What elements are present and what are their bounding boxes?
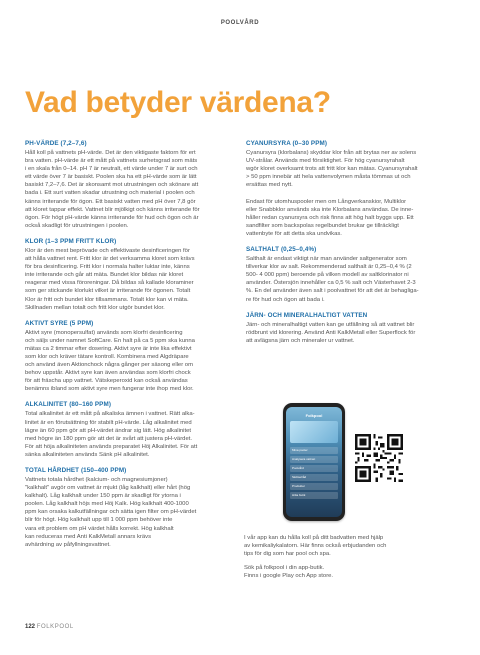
pool-photo <box>290 421 338 443</box>
alkalinitet-text: Total alkalinitet är ett mått på alkaliska ämnen i vattnet. Rätt alka- linitet är en förutsättning för stabilt pH-värde. Låg alkalinitet med lägre än 60 ppm gör att pH-värdet ändrar sig lätt. Hög alkalinitet med högre än 180 ppm gör att det är svårt att justera pH-värdet. För att höja alkaliniteten används preparatet Höj Alkalinitet. För att sänka alkaliniteten används Sänk pH alkalinitet. <box>25 411 198 458</box>
app-menu-item: Skötselråd <box>290 474 338 481</box>
app-menu-item: Poolvård <box>290 465 338 472</box>
app-caption-text: I vår app kan du hålla koll på ditt badvatten med hjälp av kemikaliykalatorn. Här finns också erbjudanden och tips för dig som har pool och spa. <box>244 535 387 558</box>
app-menu-item: Produkter <box>290 483 338 490</box>
hardhet-heading: TOTAL HÅRDHET (150–400 PPM) <box>25 467 127 474</box>
page-number: 122 <box>25 624 36 630</box>
klor-text: Klor är den mest beprövade och effektivaste desinficeringen för att hålla vattnet rent. Fritt klor är det verksamma kloret som krävs för bra desinficering. Fritt klor i normala halter luktar inte, känns inte irriterande och går att mäta. Bundet klor bildas när kloret reagerar med vissa föroreningar. Då bildas så kallade kloraminer som ger stickande klorlukt vilket är irriterande för ögonen. Totalt Klor är fritt och bundet klor tillsammans. Totalt klor kan vi mäta. Skillnaden mellan totalt och fritt klor utgör bundet klor. <box>25 247 195 311</box>
aktivt-syre-heading: AKTIVT SYRE (5 PPM) <box>25 319 94 327</box>
left-column <box>25 140 235 557</box>
app-caption <box>244 534 444 586</box>
jarn-text: Järn- och mineralhaltigt vatten kan ge utfällning så att vattnet blir rödbrunt vid klorering. Använd Anti KalkMetall eller Superflock för att avlägsna järn och mineraler ur vattnet. <box>246 321 416 344</box>
app-title: Folkpool <box>305 413 323 418</box>
section-label: POOLVÅRD <box>220 20 260 26</box>
klor-section <box>25 238 235 312</box>
app-menu-item: Analysera vattnet <box>290 456 338 463</box>
ph-text: Håll koll på vattnets pH-värde. Det är den viktigaste faktorn för ert bra vatten. pH-värde är ett mått på vattnets surhetsgrad som mäts i en skala från 0–14. pH 7 är neutralt, ett värde under 7 är surt och ett värde över 7 är basiskt. Poolen ska ha ett pH-värde som är lätt basiskt 7,2–7,6. Det är skonsamt mot utrustningen och skönare att bada i. Ett surt vatten skadar utrustning och material i poolen och känns irriterande för ögon. Ett basiskt vatten med pH över 7,8 gör att kloret tappar effekt. Vattnet blir mjölkigt och känns irriterande för ögon. För högt pH-värde känns irriterande för hud och ögon och är också skadligt för utrustningen i poolen. <box>25 150 200 229</box>
cyanursyra-text: Cyanursyra (klorbalans) skyddar klor från att brytas ner av solens UV-strålar. Används med försiktighet. För hög cyanursyrahalt wgör kloret overksamt trots att fritt klor kan mätas. Cyanursyrahalt > 50 ppm innebär att hela vattenvolymen måsta tömmas ut och ersättas med nytt. Endast för utomhuspooler men om Långverkanskior, Multiklor eller Snabbklor används ska inte Klorbalans användas. De inne- håller redan cyanursyra och risk finns att hög halt byggs upp. Ett sandfilter som backspolas regelbundet brukar ge tillräckligt vattenbyte för att detta ska undvikas. <box>246 150 418 237</box>
jarn-heading: JÄRN- OCH MINERALHALTIGT VATTEN <box>246 311 368 319</box>
salthalt-text: Salthalt är endast viktigt när man använder saltgenerator som tillverkar klor av salt. Rekommenderad salthalt är 0,25–0,4 % (2 500- 4 000 ppm) beroende på vilken modell av saltklorinator ni använder. Östersjön innehåller ca 0,5 % salt och Västerhavet 2-3 %. En del använder även salt i poolvattnet för att det är behagliga- re för hud och ögon att bada i. <box>246 256 419 303</box>
page-title: Vad betyder värdena? <box>25 86 331 119</box>
cyanursyra-heading: CYANURSYRA (0–30 PPM) <box>246 140 328 147</box>
app-menu-item: Hitta butik <box>290 492 338 499</box>
hardhet-text: Vattnets totala hårdhet (kalcium- och magnesiumjoner) "kalkhalt" avgör om vattnet är mjukt (låg kalkhalt) eller hårt (hög kalkhalt). Låg kalkhalt under 150 ppm är skadligt för ytorna i poolen. Låg kalkhalt höjs med Höj Kalk. Hög kalkhalt 400-1000 ppm kan orsaka kalkutfällningar och sätta igen filter om pH-värdet blir för högt. Hög kalkhalt upp till 1 000 ppm behöver inte vara ett problem om pH värdet hålls korrekt. Hög kalkhalt kan reduceras med Anti KalkMetall annars krävs avhärdning av påfyllningsvattnet. <box>25 477 197 548</box>
ph-section <box>25 140 235 230</box>
app-screen <box>286 407 342 517</box>
ph-heading: PH-VÄRDE (7,2–7,6) <box>25 140 87 147</box>
app-menu <box>290 447 338 501</box>
klor-heading: KLOR (1–3 PPM FRITT KLOR) <box>25 237 117 245</box>
jarn-section <box>246 312 458 345</box>
qr-code-icon <box>355 434 403 482</box>
magazine-name: FOLKPOOL <box>36 624 74 630</box>
aktivt-syre-text: Aktivt syre (monopersulfat) används som klorfri desinficering och säljs under namnet SoftCare. En halt på ca 5 ppm ska kunna mätas ca 2 timmar efter dosering. Aktivt syre är inte lika effektivt som klor och kräver tätare kontroll. Kombinera med Algdräpare och använd även Aktionchock några gånger per säsong eller om behov uppstår. Aktivt syre kan även användas som klorfri chock för att fräscha upp vattnet. Vätskeperoxid kan också användas benämns ibland som aktivt syre men fungerar inte ihop med klor. <box>25 329 195 393</box>
app-store-text: Sök på folkpool i din app-butik. Finns i google Play och App store. <box>244 565 334 580</box>
cyanursyra-section <box>246 140 458 238</box>
alkalinitet-section <box>25 401 235 459</box>
salthalt-heading: SALTHALT (0,25–0,4%) <box>246 246 317 254</box>
app-menu-item: Mina pooler <box>290 447 338 454</box>
aktivt-syre-section <box>25 320 235 394</box>
salthalt-section <box>246 246 458 304</box>
right-column <box>246 140 458 353</box>
alkalinitet-heading: ALKALINITET (80–160 PPM) <box>25 401 112 409</box>
hardhet-section <box>25 467 235 549</box>
page-footer <box>25 624 74 630</box>
app-phone-image <box>283 403 345 521</box>
